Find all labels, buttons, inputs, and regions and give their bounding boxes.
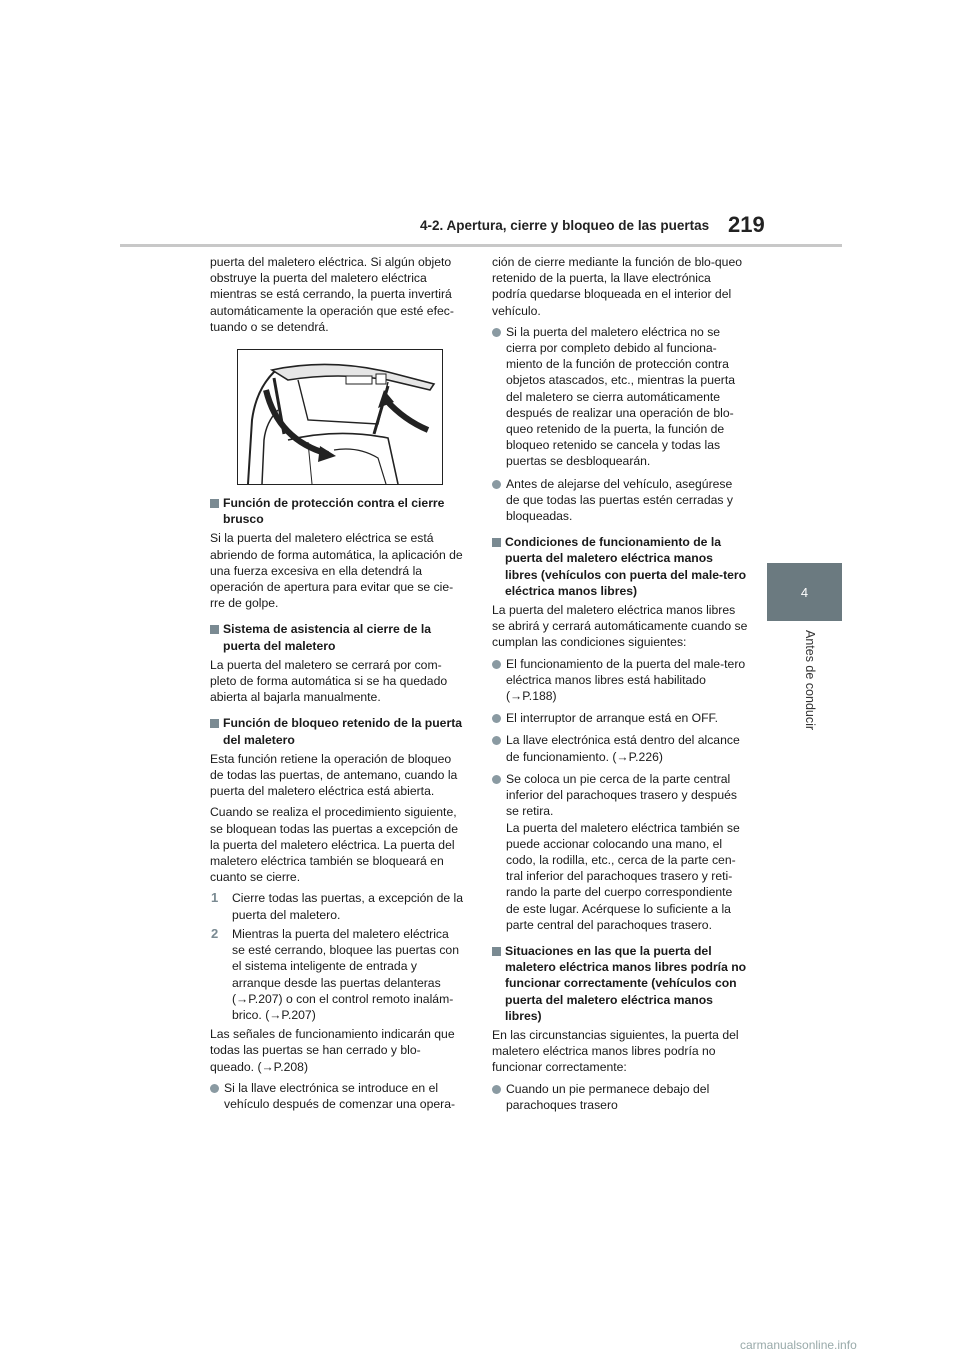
body-lock-hold-procedure: Cuando se realiza el procedimiento siguiente, se bloquean todas las puertas a excepción de la puerta del maletero eléctrica. La puerta del maletero eléctrica también se bloqueará en cuanto se cierre. [210,805,458,885]
chapter-number: 4 [800,584,809,600]
step-number: 2 [211,925,219,941]
heading-close-assist: Sistema de asistencia al cierre de la puerta del maletero [210,621,464,653]
chapter-label: Antes de conducir [803,630,817,731]
bullet-item [492,771,748,933]
bullet-item: La llave electrónica está dentro del alcance de funcionamiento. (→P.226) [492,732,748,764]
body-lock-hold-result: Las señales de funcionamiento indicarán que todas las puertas se han cerrado y blo-queado. (→P.208) [210,1027,455,1074]
body-handsfree-issues: En las circunstancias siguientes, la puerta del maletero eléctrica manos libres podría no funcionar correctamente: [492,1027,739,1075]
bullet-item: Antes de alejarse del vehículo, asegúrese de que todas las puertas estén cerradas y bloqueadas. [492,476,748,525]
step-number: 1 [211,890,219,906]
header-divider [120,244,842,247]
section-title: 4-2. Apertura, cierre y bloqueo de las puertas [420,218,710,233]
procedure-step [210,890,464,922]
step-text: Mientras la puerta del maletero eléctrica se esté cerrando, bloquee las puertas con el sistema inteligente de entrada y arranque desde las puertas delanteras (→P.207) o con el control remoto inalám-brico. (→P.207) [232,926,459,1022]
right-column [492,254,748,1119]
bullet-note: La puerta del maletero eléctrica también se puede accionar colocando una mano, el codo, la rodilla, etc., cerca de la parte cen-tral inferior del parachoques trasero y reti-rando la parte del cuerpo correspondiente de este lugar. Acérquese lo suficiente a la parte central del parachoques trasero. [506,820,740,932]
body-lock-hold: Esta función retiene la operación de bloqueo de todas las puertas, de antemano, cuando la puerta del maletero eléctrica está abierta. [210,751,458,799]
heading-anti-slam: Función de protección contra el cierre brusco [210,495,464,527]
tailgate-drawing [238,350,442,484]
heading-lock-hold: Función de bloqueo retenido de la puerta del maletero [210,715,464,747]
step-text: Cierre todas las puertas, a excepción de la puerta del maletero. [232,891,464,922]
bullet-text: Se coloca un pie cerca de la parte central inferior del parachoques trasero y después se retira. [506,771,738,819]
body-close-assist: La puerta del maletero se cerrará por com-pleto de forma automática si se ha quedado abierta al bajarla manualmente. [210,657,448,705]
bullet-item: Cuando un pie permanece debajo del parachoques trasero [492,1081,748,1113]
body-anti-slam: Si la puerta del maletero eléctrica se está abriendo de forma automática, la aplicación de una fuerza excesiva en ella detendrá la operación de apertura para evitar que se cie-rre de golpe. [210,531,463,611]
procedure-step [210,926,464,1023]
heading-handsfree-conditions: Condiciones de funcionamiento de la puerta del maletero eléctrica manos libres (vehículos con puerta del male-tero eléctrica manos libres) [492,534,748,599]
watermark[interactable]: carmanualsonline.info [740,1338,857,1352]
bullet-item: Si la puerta del maletero eléctrica no se cierra por completo debido al funciona-miento de la función de protección contra objetos atascados, etc., mientras la puerta del maletero se cierra automáticamente después de realizar una operación de blo-queo retenido de la puerta, la función de bloqueo retenido se cancela y todas las puertas se desbloquearán. [492,324,748,470]
left-column [210,254,464,1118]
bullet-item: Si la llave electrónica se introduce en el vehículo después de comenzar una opera- [210,1080,464,1112]
intro-paragraph: puerta del maletero eléctrica. Si algún objeto obstruye la puerta del maletero eléctrica mientras se está cerrando, la puerta invertirá automáticamente la operación que esté efec-tuando o se detendrá. [210,255,454,334]
body-handsfree-conditions: La puerta del maletero eléctrica manos libres se abrirá y cerrará automáticamente cuando se cumplan las condiciones siguientes: [492,603,748,650]
bullet-item: El funcionamiento de la puerta del male-tero eléctrica manos libres está habilitado (→P.188) [492,656,748,705]
bullet-item: El interruptor de arranque está en OFF. [492,710,748,726]
tailgate-illustration [237,349,443,485]
continued-paragraph: ción de cierre mediante la función de blo-queo retenido de la puerta, la llave electrónica podría quedarse bloqueada en el interior del vehículo. [492,255,743,318]
chapter-tab[interactable] [767,563,842,621]
page-number: 219 [728,212,765,237]
heading-handsfree-issues: Situaciones en las que la puerta del maletero eléctrica manos libres podría no funcionar correctamente (vehículos con puerta del maletero eléctrica manos libres) [492,943,748,1024]
